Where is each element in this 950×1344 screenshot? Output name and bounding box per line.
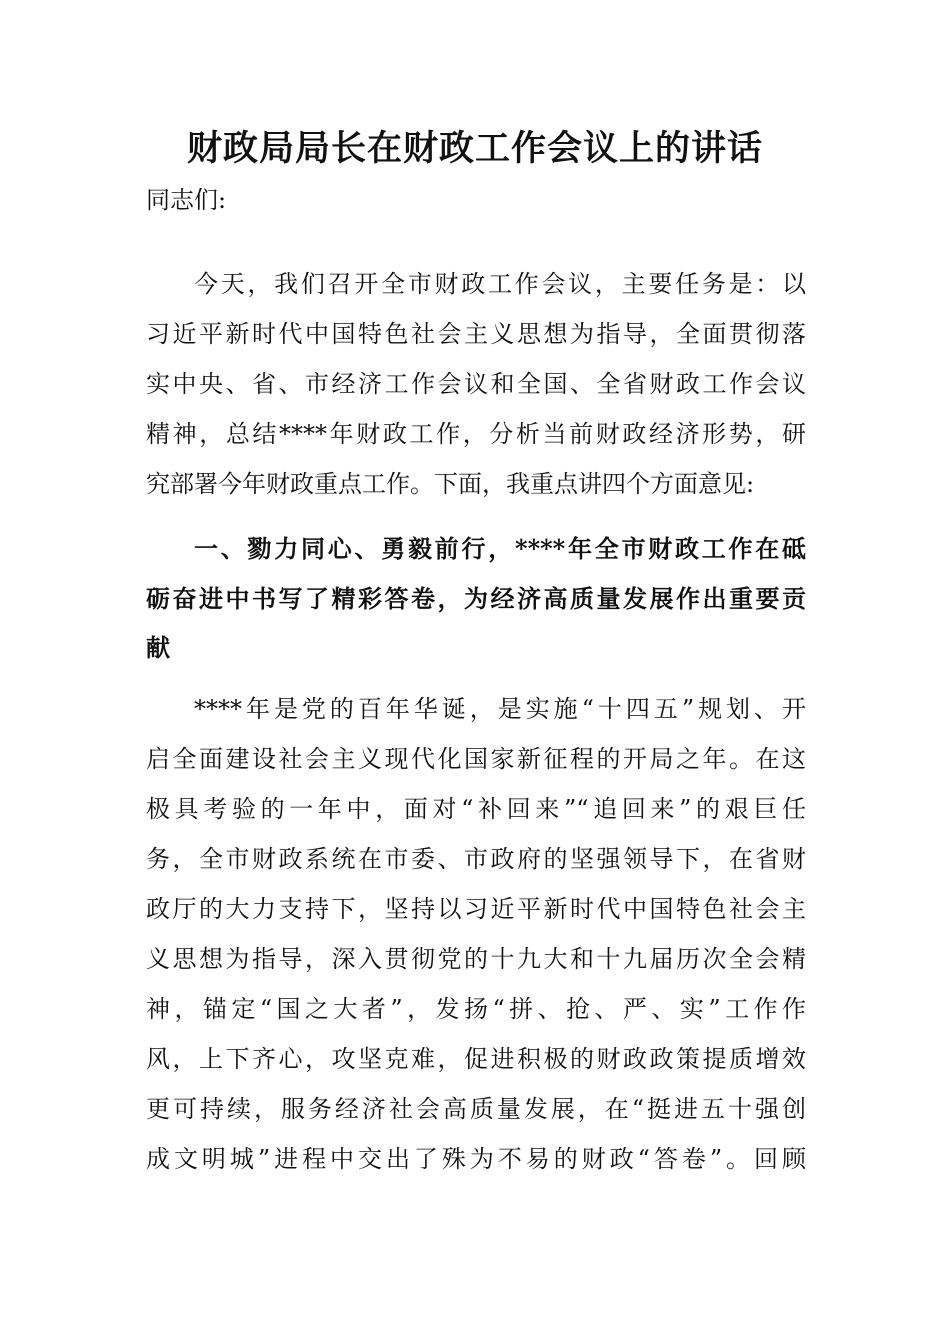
body-line: 义思想为指导，深入贯彻党的十九大和十九届历次全会精 [146,945,806,973]
body-line: 风，上下齐心，攻坚克难，促进积极的财政政策提质增效 [146,1045,806,1073]
body-line: 成文明城”进程中交出了殊为不易的财政“答卷”。回顾 [146,1145,806,1173]
intro-line: 实中央、省、市经济工作会议和全国、全省财政工作会议 [146,370,806,398]
body-line: ****年是党的百年华诞，是实施“十四五”规划、开 [194,695,806,723]
body-line: 更可持续，服务经济社会高质量发展，在“挺进五十强创 [146,1095,806,1123]
body-line: 政厅的大力支持下，坚持以习近平新时代中国特色社会主 [146,895,806,923]
intro-line: 精神，总结****年财政工作，分析当前财政经济形势，研 [146,420,806,448]
section-heading-line: 一、勠力同心、勇毅前行，****年全市财政工作在砥 [194,534,806,563]
intro-line: 习近平新时代中国特色社会主义思想为指导，全面贯彻落 [146,320,806,348]
section-heading-line: 砺奋进中书写了精彩答卷，为经济高质量发展作出重要贡 [146,584,806,613]
body-line: 神，锚定“国之大者”，发扬“拼、抢、严、实”工作作 [146,995,806,1023]
document-title: 财政局局长在财政工作会议上的讲话 [186,128,763,169]
intro-line: 今天，我们召开全市财政工作会议，主要任务是：以 [194,270,806,298]
section-heading-line: 献 [146,633,170,662]
body-line: 极具考验的一年中，面对“补回来”“追回来”的艰巨任 [146,795,806,823]
salutation: 同志们: [146,186,227,214]
body-line: 务，全市财政系统在市委、市政府的坚强领导下，在省财 [146,845,806,873]
intro-line: 究部署今年财政重点工作。下面，我重点讲四个方面意见: [146,470,755,498]
body-line: 启全面建设社会主义现代化国家新征程的开局之年。在这 [146,745,806,773]
